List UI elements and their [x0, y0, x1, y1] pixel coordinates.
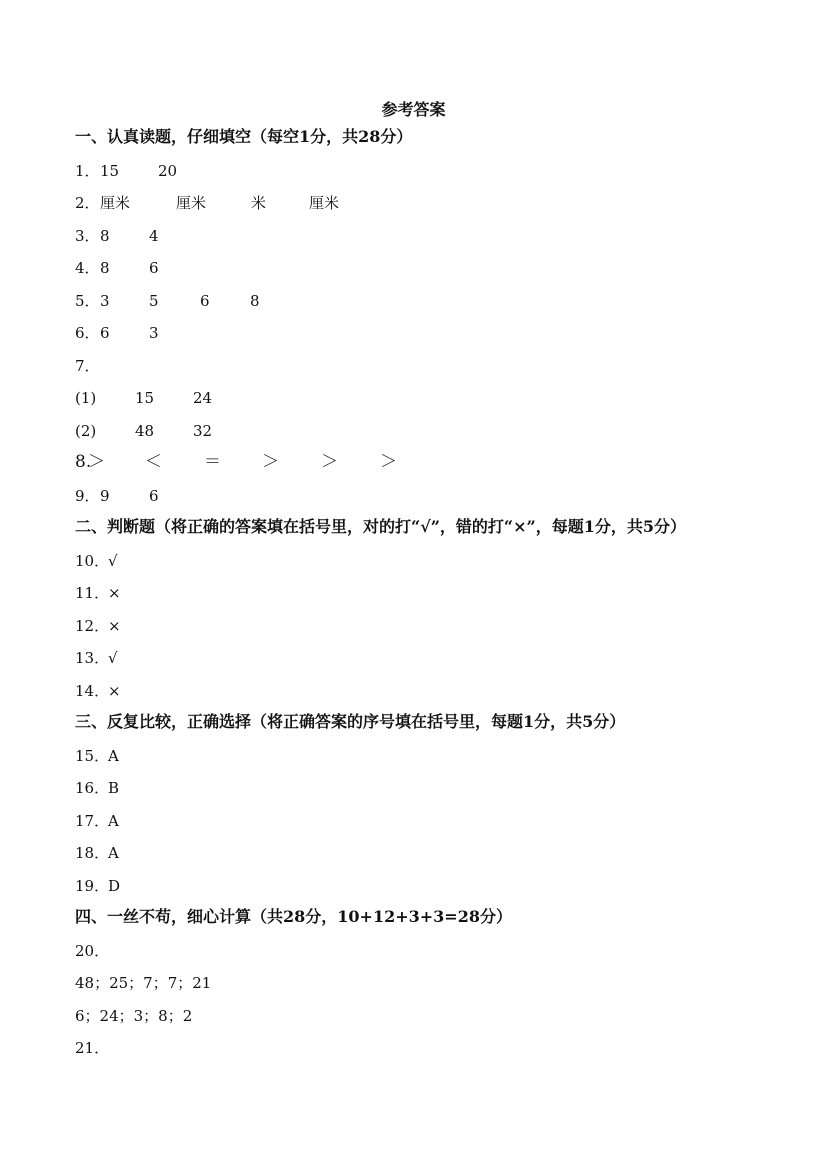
answer-value: 3: [100, 292, 110, 310]
answer-value: 8: [100, 259, 110, 277]
question-number: 20．: [75, 942, 110, 960]
choice-letter: A: [108, 747, 119, 765]
comparison-symbol: ＞: [88, 452, 105, 472]
comparison-symbol: ＞: [380, 452, 397, 472]
question-number: 18．: [75, 844, 110, 862]
question-number: 15．: [75, 747, 110, 765]
question-number: 12．: [75, 617, 110, 635]
question-number: 10．: [75, 552, 110, 570]
answer-value: 24: [193, 389, 213, 407]
question-number: 14．: [75, 682, 110, 700]
answer-value: 米: [251, 194, 267, 212]
check-mark: √: [108, 552, 118, 570]
question-number: 1．: [75, 162, 100, 180]
answer-value: 8: [100, 227, 110, 245]
question-number: 19．: [75, 877, 110, 895]
section4-heading: 四、一丝不苟，细心计算（共28分，10+12+3+3=28分）: [75, 907, 512, 926]
question-number: 17．: [75, 812, 110, 830]
section2-heading: 二、判断题（将正确的答案填在括号里，对的打“√”，错的打“×”，每题1分，共5分）: [75, 517, 687, 536]
comparison-symbol: ＞: [262, 452, 279, 472]
calc-answer-line-2: 6；24；3；8；2: [75, 1007, 193, 1025]
answer-value: 32: [193, 422, 213, 440]
answer-value: 6: [149, 487, 159, 505]
sub-question-number: (1): [75, 389, 97, 407]
cross-mark: ×: [108, 682, 121, 700]
question-number: 2．: [75, 194, 100, 212]
question-number: 5．: [75, 292, 100, 310]
answer-value: 15: [135, 389, 155, 407]
answer-value: 4: [149, 227, 159, 245]
cross-mark: ×: [108, 617, 121, 635]
question-number: 9．: [75, 487, 100, 505]
answer-value: 6: [149, 259, 159, 277]
cross-mark: ×: [108, 584, 121, 602]
answer-value: 6: [100, 324, 110, 342]
question-number: 4．: [75, 259, 100, 277]
question-number: 8.: [75, 452, 92, 472]
comparison-symbol: ＝: [204, 452, 221, 472]
answer-value: 8: [250, 292, 260, 310]
question-number: 6．: [75, 324, 100, 342]
calc-answer-line-1: 48；25；7；7；21: [75, 974, 212, 992]
choice-letter: A: [108, 844, 119, 862]
question-number: 13．: [75, 649, 110, 667]
check-mark: √: [108, 649, 118, 667]
question-number: 11．: [75, 584, 110, 602]
question-number: 7．: [75, 357, 100, 375]
question-number: 3．: [75, 227, 100, 245]
section3-heading: 三、反复比较，正确选择（将正确答案的序号填在括号里，每题1分，共5分）: [75, 712, 626, 731]
answer-value: 48: [135, 422, 155, 440]
answer-value: 厘米: [100, 194, 131, 212]
question-number: 16．: [75, 779, 110, 797]
answer-value: 15: [100, 162, 120, 180]
sub-question-number: (2): [75, 422, 97, 440]
answer-value: 厘米: [309, 194, 340, 212]
answer-value: 20: [158, 162, 178, 180]
answer-value: 6: [200, 292, 210, 310]
answer-value: 3: [149, 324, 159, 342]
answer-value: 9: [100, 487, 110, 505]
question-number: 21．: [75, 1039, 110, 1057]
choice-letter: D: [108, 877, 121, 895]
section1-heading: 一、认真读题，仔细填空（每空1分，共28分）: [75, 127, 413, 146]
comparison-symbol: ＞: [321, 452, 338, 472]
choice-letter: A: [108, 812, 119, 830]
page-title: 参考答案: [381, 100, 446, 119]
comparison-symbol: ＜: [145, 452, 162, 472]
answer-value: 厘米: [176, 194, 207, 212]
answer-value: 5: [149, 292, 159, 310]
choice-letter: B: [108, 779, 120, 797]
